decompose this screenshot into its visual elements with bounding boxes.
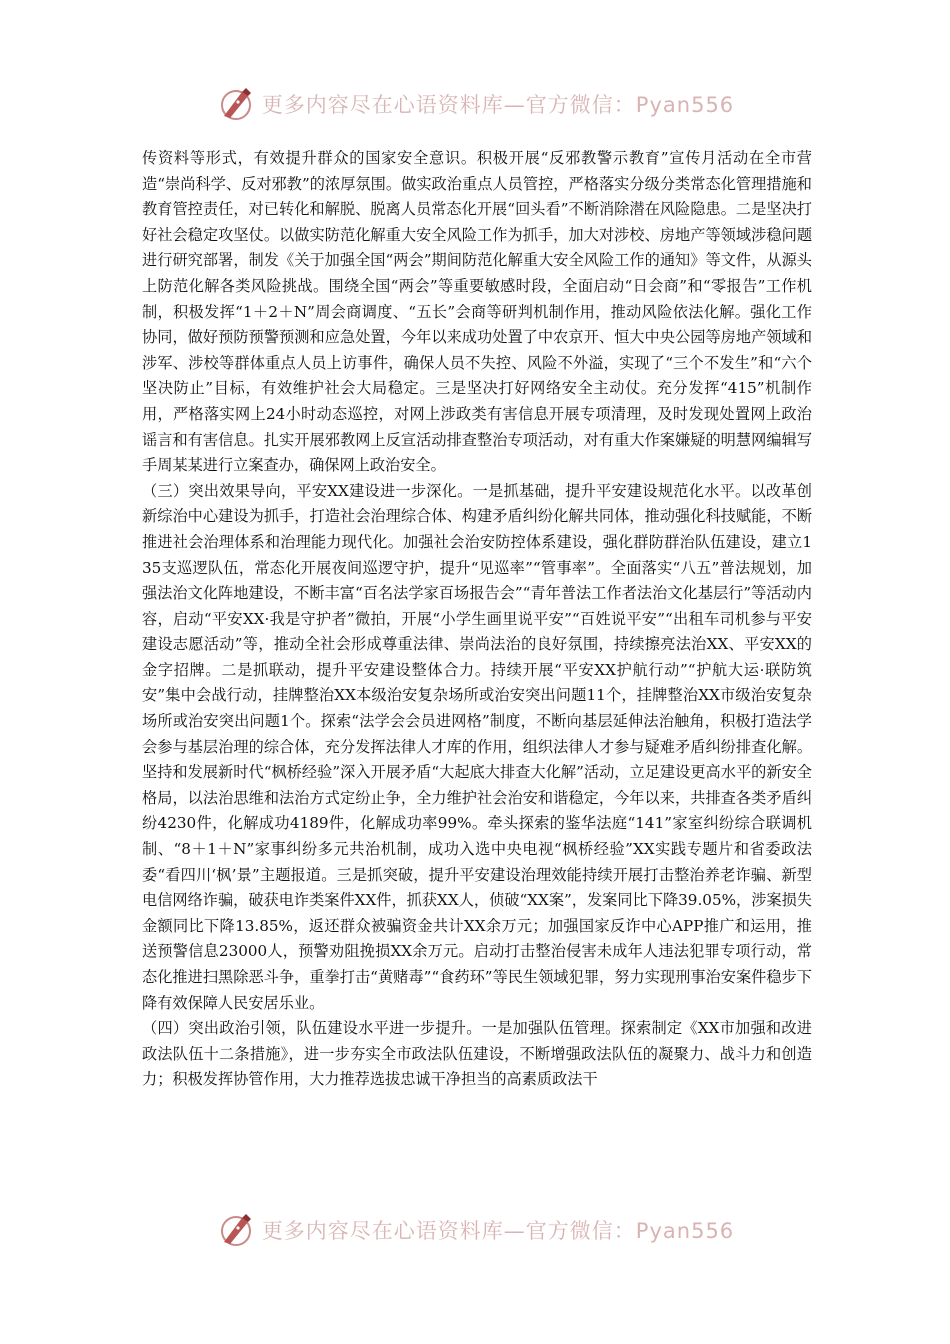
footer-watermark bbox=[0, 1212, 950, 1248]
pen-nib-logo-icon bbox=[216, 86, 256, 122]
paragraph: （四）突出政治引领，队伍建设水平进一步提升。一是加强队伍管理。探索制定《XX市加强和改进政法队伍十二条措施》，进一步夯实全市政法队伍建设，不断增强政法队伍的凝聚力、战斗力和创造力；积极发挥协管作用，大力推荐选拔忠诚干净担当的高素质政法干 bbox=[142, 1019, 812, 1089]
document-body bbox=[142, 146, 812, 1093]
paragraph: 传资料等形式，有效提升群众的国家安全意识。积极开展“反邪教警示教育”宣传月活动在全市营造“崇尚科学、反对邪教”的浓厚氛围。做实政治重点人员管控，严格落实分级分类常态化管理措施和教育管控责任，对已转化和解脱、脱离人员常态化开展“回头看”不断消除潜在风险隐患。二是坚决打好社会稳定攻坚仗。以做实防范化解重大安全风险工作为抓手，加大对涉校、房地产等领域涉稳问题进行研究部署，制发《关于加强全国“两会”期间防范化解重大安全风险工作的通知》等文件，从源头上防范化解各类风险挑战。围绕全国“两会”等重要敏感时段，全面启动“日会商”和“零报告”工作机制，积极发挥“1＋2＋N”周会商调度、“五长”会商等研判机制作用，推动风险依法化解。强化工作协同，做好预防预警预测和应急处置，今年以来成功处置了中农京开、恒大中央公园等房地产领域和涉军、涉校等群体重点人员上访事件，确保人员不失控、风险不外溢，实现了“三个不发生”和“六个坚决防止”目标，有效维护社会大局稳定。三是坚决打好网络安全主动仗。充分发挥“415”机制作用，严格落实网上24小时动态巡控，对网上涉政类有害信息开展专项清理，及时发现处置网上政治谣言和有害信息。扎实开展邪教网上反宣活动排查整治专项活动，对有重大作案嫌疑的明慧网编辑写手周某某进行立案查办，确保网上政治安全。 bbox=[142, 149, 812, 475]
watermark-text: 更多内容尽在心语资料库—官方微信：Pyan556 bbox=[261, 93, 735, 117]
header-watermark bbox=[0, 86, 950, 122]
paragraph: （三）突出效果导向，平安XX建设进一步深化。一是抓基础，提升平安建设规范化水平。以改革创新综治中心建设为抓手，打造社会治理综合体、构建矛盾纠纷化解共同体，推动强化科技赋能，不断推进社会治理体系和治理能力现代化。加强社会治安防控体系建设，强化群防群治队伍建设，建立135支巡逻队伍，常态化开展夜间巡逻守护，提升“见巡率”“管事率”。全面落实“八五”普法规划，加强法治文化阵地建设，不断丰富“百名法学家百场报告会”“青年普法工作者法治文化基层行”等活动内容，启动“平安XX·我是守护者”微拍，开展“小学生画里说平安”“百姓说平安”“出租车司机参与平安建设志愿活动”等，推动全社会形成尊重法律、崇尚法治的良好氛围，持续擦亮法治XX、平安XX的金字招牌。二是抓联动，提升平安建设整体合力。持续开展“平安XX护航行动”“护航大运·联防筑安”集中会战行动，挂牌整治XX本级治安复杂场所或治安突出问题11个，挂牌整治XX市级治安复杂场所或治安突出问题1个。探索“法学会会员进网格”制度，不断向基层延伸法治触角，积极打造法学会参与基层治理的综合体，充分发挥法律人才库的作用，组织法律人才参与疑难矛盾纠纷排查化解。坚持和发展新时代“枫桥经验”深入开展矛盾“大起底大排查大化解”活动，立足建设更高水平的新安全格局，以法治思维和法治方式定纷止争，全力维护社会治安和谐稳定，今年以来，共排查各类矛盾纠纷4230件，化解成功4189件，化解成功率99%。牵头探索的鉴华法庭“141”家室纠纷综合联调机制、“8＋1＋N”家事纠纷多元共治机制，成功入选中央电视“枫桥经验”XX实践专题片和省委政法委“看四川‘枫’景”主题报道。三是抓突破，提升平安建设治理效能持续开展打击整治养老诈骗、新型电信网络诈骗，破获电诈类案件XX件，抓获XX人，侦破“XX案”，发案同比下降39.05%，涉案损失金额同比下降13.85%，返还群众被骗资金共计XX余万元；加强国家反诈中心APP推广和运用，推送预警信息23000人，预警劝阻挽损XX余万元。启动打击整治侵害未成年人违法犯罪专项行动，常态化推进扫黑除恶斗争，重拳打击“黄赌毒”“食药环”等民生领域犯罪，努力实现刑事治安案件稳步下降有效保障人民安居乐业。 bbox=[142, 481, 812, 1012]
pen-nib-logo-icon bbox=[216, 1212, 256, 1248]
watermark-text: 更多内容尽在心语资料库—官方微信：Pyan556 bbox=[261, 1219, 735, 1243]
